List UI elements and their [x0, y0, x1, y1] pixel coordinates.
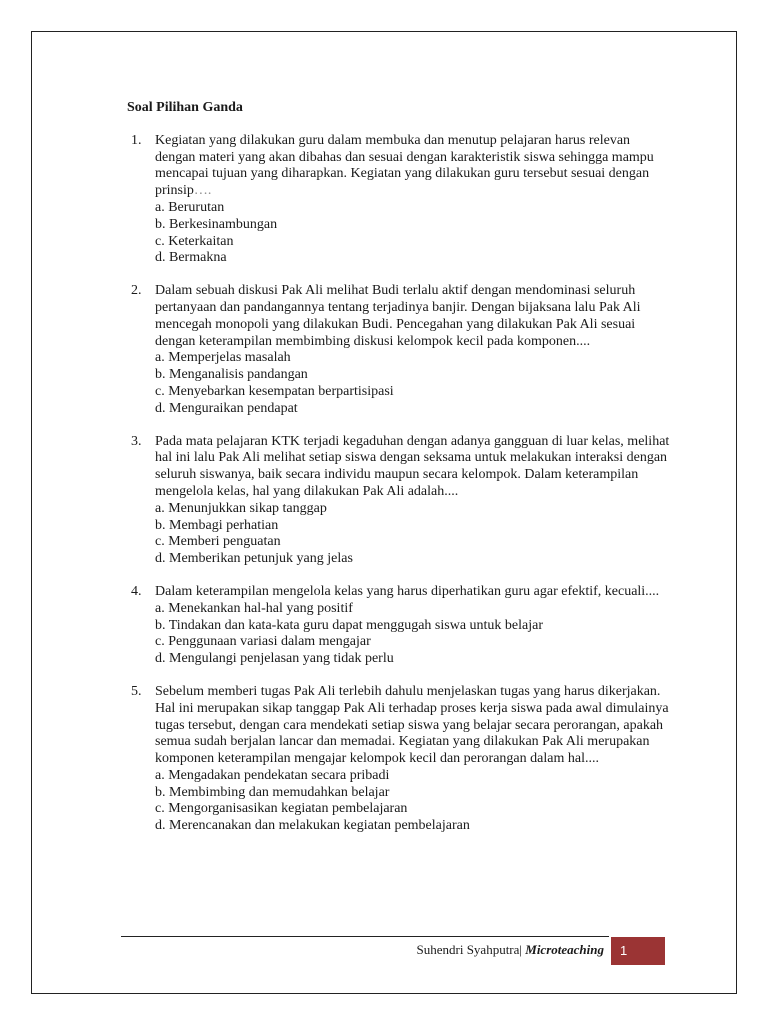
answer-option: b. Tindakan dan kata-kata guru dapat menggugah siswa untuk belajar [155, 617, 544, 633]
question-text-body: Kegiatan yang dilakukan guru dalam membuka dan menutup pelajaran harus relevan dengan materi yang akan dibahas dan sesuai dengan karakteristik siswa sehingga mampu mencapai tujuan yang diharapkan. Kegiatan yang dilakukan guru tersebut sesuai dengan prinsip [155, 132, 654, 199]
question-item [127, 283, 672, 417]
question-text [155, 133, 672, 200]
footer-rule [121, 936, 609, 937]
answer-option: c. Mengorganisasikan kegiatan pembelajaran [155, 801, 408, 817]
answer-option: d. Mengulangi penjelasan yang tidak perlu [155, 651, 394, 667]
question-ellipsis: …. [193, 183, 212, 199]
answer-option: d. Menguraikan pendapat [155, 400, 298, 416]
question-number: 1. [131, 132, 142, 148]
answer-option: a. Memperjelas masalah [155, 350, 291, 366]
answer-option: c. Keterkaitan [155, 233, 234, 249]
answer-option: d. Memberikan petunjuk yang jelas [155, 551, 353, 567]
question-item [127, 133, 672, 267]
question-item [127, 684, 672, 835]
answer-option: b. Membimbing dan memudahkan belajar [155, 784, 390, 800]
question-text [155, 584, 672, 601]
footer-subject: Microteaching [525, 942, 604, 957]
question-number: 2. [131, 283, 142, 299]
question-item [127, 584, 672, 668]
answer-option: a. Menunjukkan sikap tanggap [155, 500, 327, 516]
answer-option: a. Menekankan hal-hal yang positif [155, 600, 353, 616]
question-text [155, 283, 672, 350]
document-body [127, 100, 672, 851]
answer-option: b. Membagi perhatian [155, 517, 279, 533]
question-number: 3. [131, 433, 142, 449]
question-text-body: Sebelum memberi tugas Pak Ali terlebih dahulu menjelaskan tugas yang harus dikerjakan. Hal ini merupakan sikap tanggap Pak Ali terhadap proses kerja siswa pada awal dimulainya tugas tersebut, dengan cara mendekati setiap siswa yang belajar secara perorangan, apakah semua sudah berjalan lancar dan memadai. Kegiatan yang dilakukan Pak Ali merupakan komponen keterampilan mengajar kelompok kecil dan perorangan dalam hal.... [155, 683, 669, 767]
answer-option: c. Menyebarkan kesempatan berpartisipasi [155, 383, 394, 399]
answer-option: c. Memberi penguatan [155, 534, 281, 550]
question-text-body: Dalam keterampilan mengelola kelas yang harus diperhatikan guru agar efektif, kecuali.... [155, 583, 660, 599]
answer-option: c. Penggunaan variasi dalam mengajar [155, 634, 371, 650]
footer-author: Suhendri Syahputra| [416, 942, 523, 957]
page-number-badge: 1 [611, 937, 665, 965]
document-title: Soal Pilihan Ganda [127, 100, 243, 115]
question-text [155, 434, 672, 501]
answer-option: a. Berurutan [155, 199, 225, 215]
question-text [155, 684, 672, 768]
question-text-body: Dalam sebuah diskusi Pak Ali melihat Budi terlalu aktif dengan mendominasi seluruh pertanyaan dan pandangannya tentang terjadinya banjir. Dengan bijaksana lalu Pak Ali mencegah monopoli yang dilakukan Budi. Pencegahan yang dilakukan Pak Ali sesuai dengan keterampilan membimbing diskusi kelompok kecil pada komponen.... [155, 283, 641, 349]
answer-option: b. Menganalisis pandangan [155, 367, 308, 383]
answer-option: d. Merencanakan dan melakukan kegiatan pembelajaran [155, 818, 470, 834]
question-number: 5. [131, 683, 142, 699]
answer-option: d. Bermakna [155, 250, 227, 266]
footer-caption [417, 942, 605, 958]
answer-option: b. Berkesinambungan [155, 216, 278, 232]
question-number: 4. [131, 583, 142, 599]
question-item [127, 434, 672, 568]
answer-option: a. Mengadakan pendekatan secara pribadi [155, 767, 390, 783]
question-text-body: Pada mata pelajaran KTK terjadi kegaduhan dengan adanya gangguan di luar kelas, melihat hal ini lalu Pak Ali melihat setiap siswa dengan seksama untuk melakukan interaksi dengan seluruh siswanya, baik secara individu maupun secara kelompok. Dalam keterampilan mengelola kelas, hal yang dilakukan Pak Ali adalah.... [155, 433, 670, 499]
question-list [127, 133, 672, 835]
